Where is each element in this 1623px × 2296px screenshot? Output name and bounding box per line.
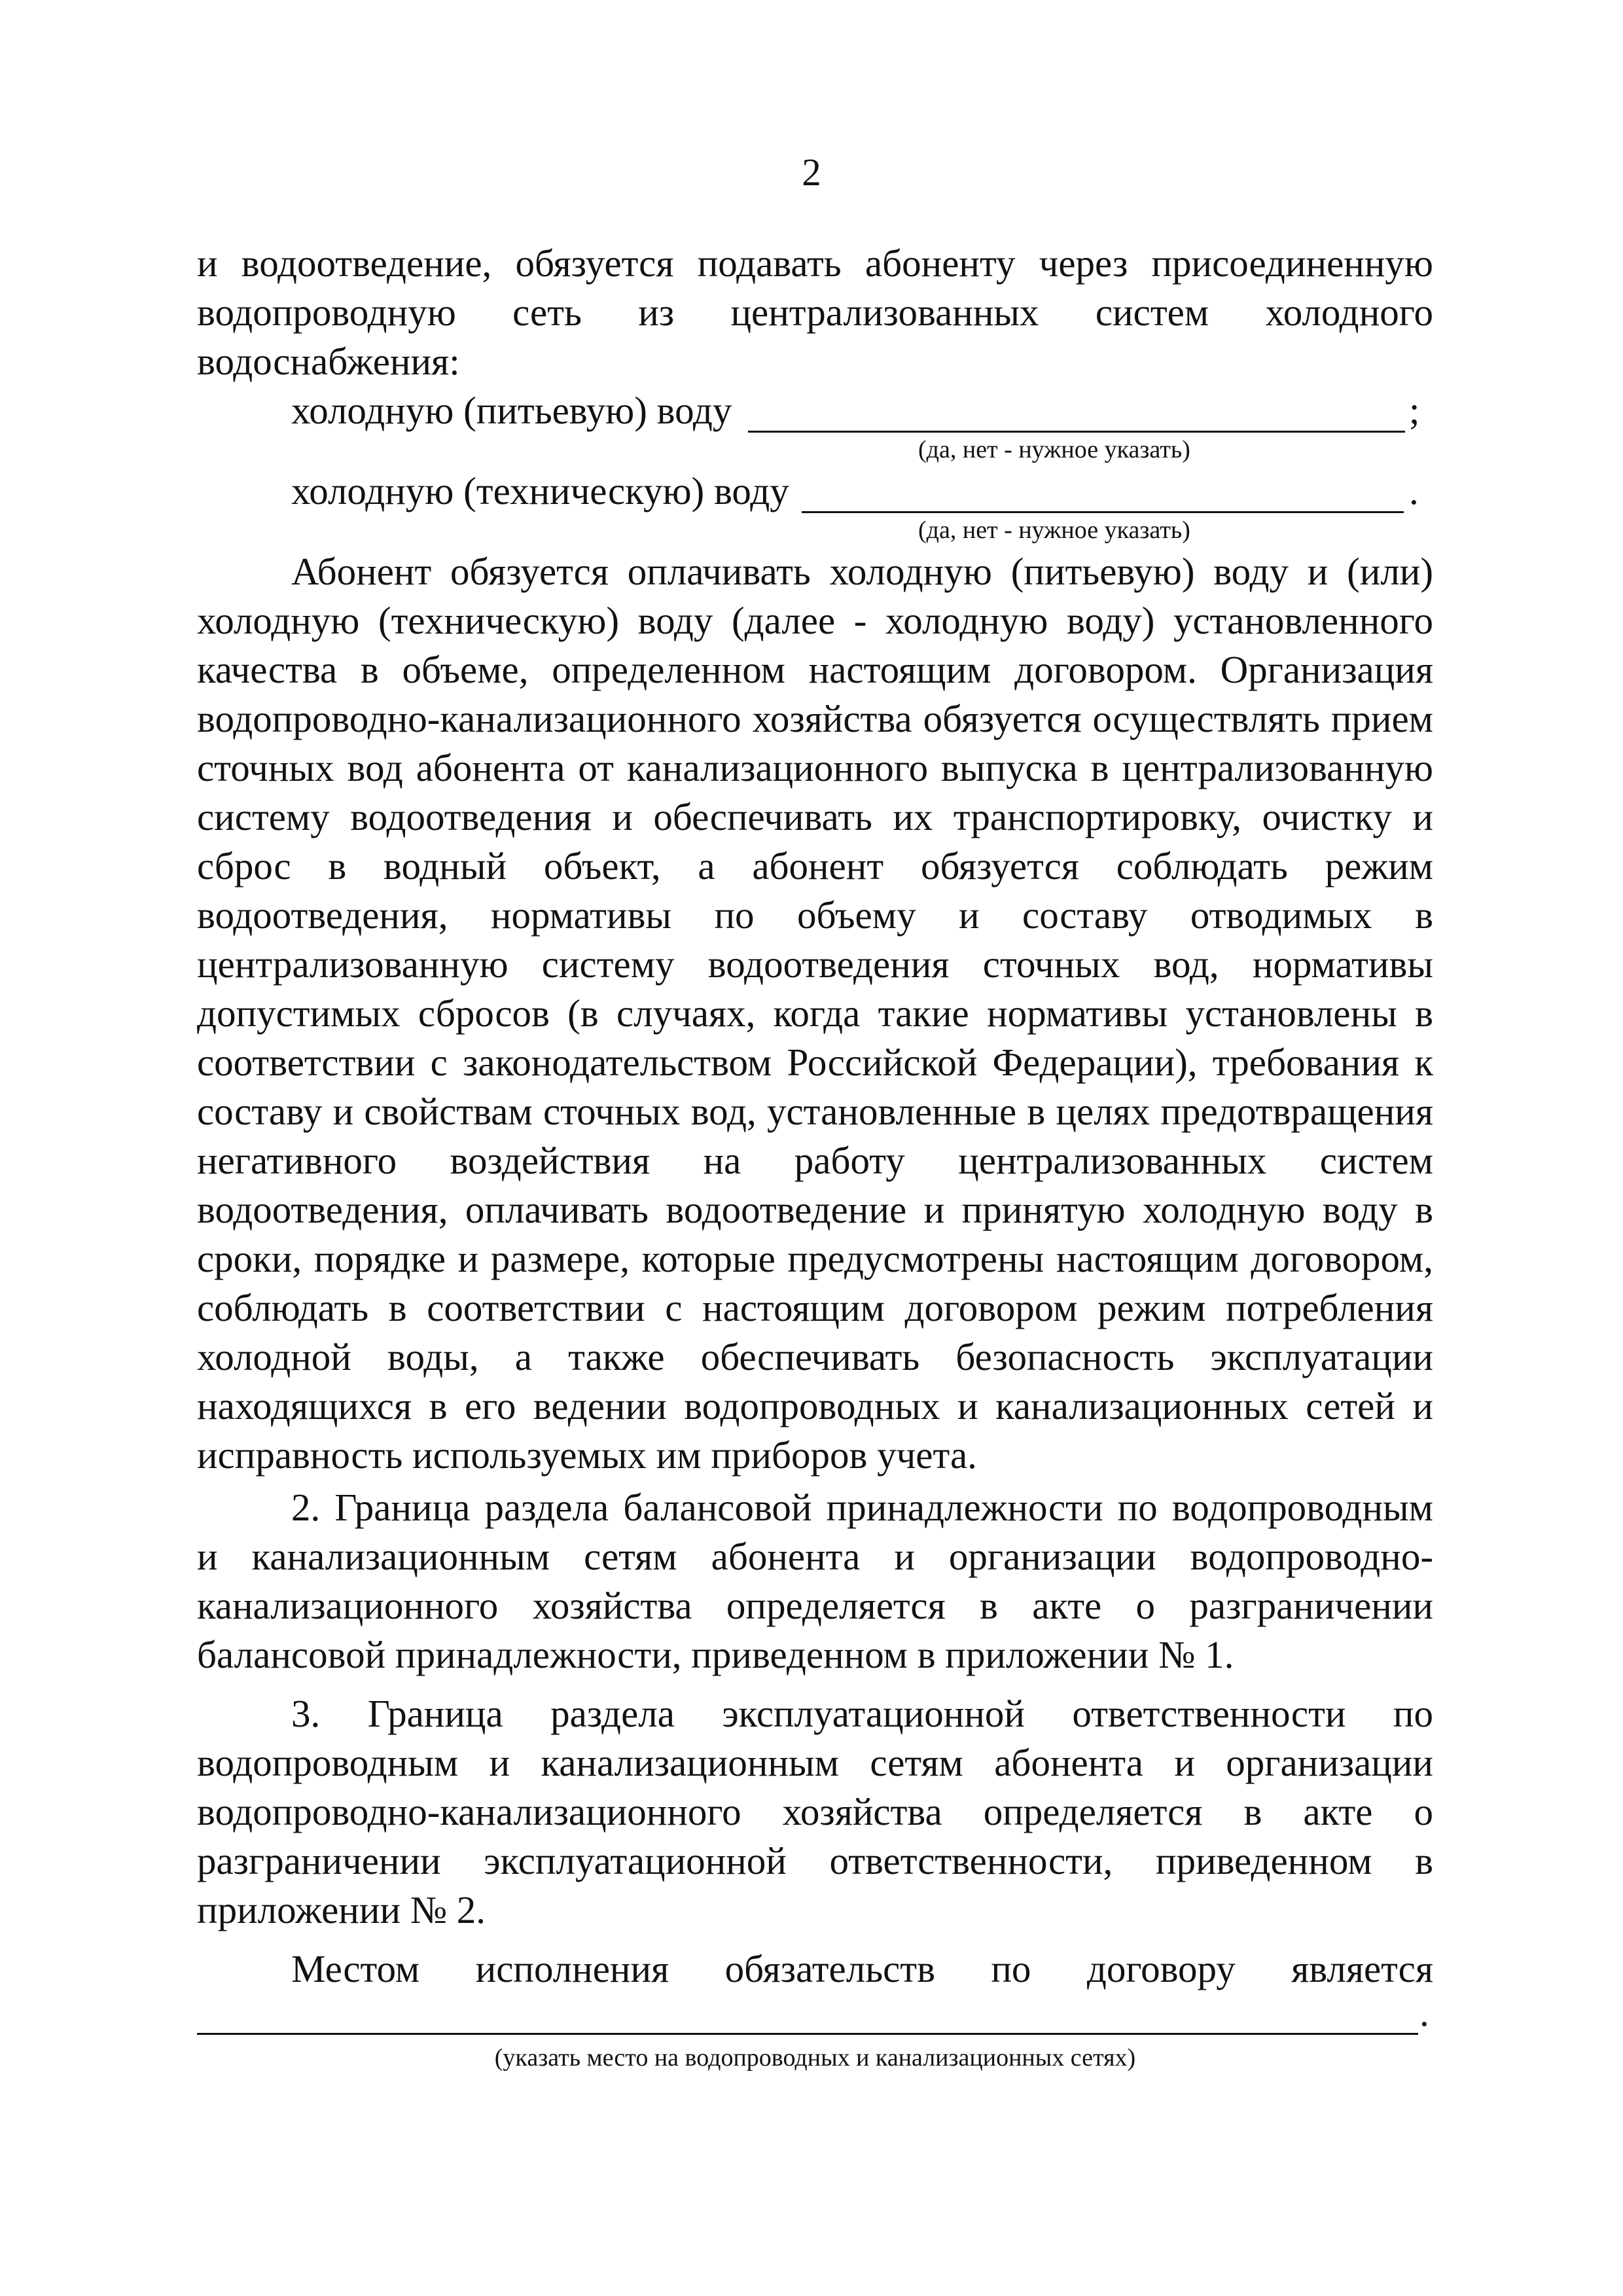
page-number: 2 bbox=[802, 151, 821, 194]
clause-3-paragraph: 3. Граница раздела эксплуатационной ответственности по водопроводным и канализационным сетям абонента и организации водопроводно-канализационного хозяйства определяется в акте о разграничении эксплуатационной ответственности, приведенном в приложении № 2. bbox=[197, 1692, 1433, 1931]
drinking-water-hint: (да, нет - нужное указать) bbox=[918, 436, 1190, 463]
clause-2-paragraph: 2. Граница раздела балансовой принадлежности по водопроводным и канализационным сетям абонента и организации водопроводно-канализационного хозяйства определяется в акте о разграничении балансовой принадлежности, приведенном в приложении № 1. bbox=[197, 1486, 1433, 1676]
place-of-performance-paragraph: Местом исполнения обязательств по договору является bbox=[291, 1947, 1433, 1990]
technical-water-hint: (да, нет - нужное указать) bbox=[918, 516, 1190, 544]
technical-water-hint-row bbox=[197, 516, 1433, 547]
document-body bbox=[197, 239, 1433, 2082]
drinking-water-label: холодную (питьевую) воду bbox=[291, 389, 732, 432]
drinking-water-field bbox=[197, 386, 1433, 435]
place-of-performance-blank[interactable] bbox=[197, 2033, 1418, 2035]
drinking-water-blank[interactable] bbox=[748, 431, 1405, 433]
technical-water-end: . bbox=[1409, 469, 1419, 512]
technical-water-label: холодную (техническую) воду bbox=[291, 469, 789, 512]
drinking-water-end: ; bbox=[1409, 389, 1420, 432]
subscriber-obligations-paragraph: Абонент обязуется оплачивать холодную (питьевую) воду и (или) холодную (техническую) воду (далее - холодную воду) установленного качества в объеме, определенном настоящим договором. Организация водопроводно-канализационного хозяйства обязуется осуществлять прием сточных вод абонента от канализационного выпуска в централизованную систему водоотведения и обеспечивать их транспортировку, очистку и сброс в водный объект, а абонент обязуется соблюдать режим водоотведения, нормативы по объему и составу отводимых в централизованную систему водоотведения сточных вод, нормативы допустимых сбросов (в случаях, когда такие нормативы установлены в соответствии с законодательством Российской Федерации), требования к составу и свойствам сточных вод, установленные в целях предотвращения негативного воздействия на работу централизованных систем водоотведения, оплачивать водоотведение и принятую холодную воду в сроки, порядке и размере, которые предусмотрены настоящим договором, соблюдать в соответствии с настоящим договором режим потребления холодной воды, а также обеспечивать безопасность эксплуатации находящихся в его ведении водопроводных и канализационных сетей и исправность используемых им приборов учета. bbox=[197, 550, 1433, 1477]
place-of-performance-end: . bbox=[1419, 1991, 1429, 2034]
intro-paragraph: и водоотведение, обязуется подавать абоненту через присоединенную водопроводную сеть из централизованных систем холодного водоснабжения: bbox=[197, 242, 1433, 383]
drinking-water-hint-row bbox=[197, 435, 1433, 467]
place-of-performance-hint: (указать место на водопроводных и канализационных сетях) bbox=[494, 2044, 1136, 2072]
place-of-performance-field bbox=[197, 1991, 1433, 2043]
technical-water-blank[interactable] bbox=[802, 511, 1404, 513]
technical-water-field bbox=[197, 467, 1433, 516]
